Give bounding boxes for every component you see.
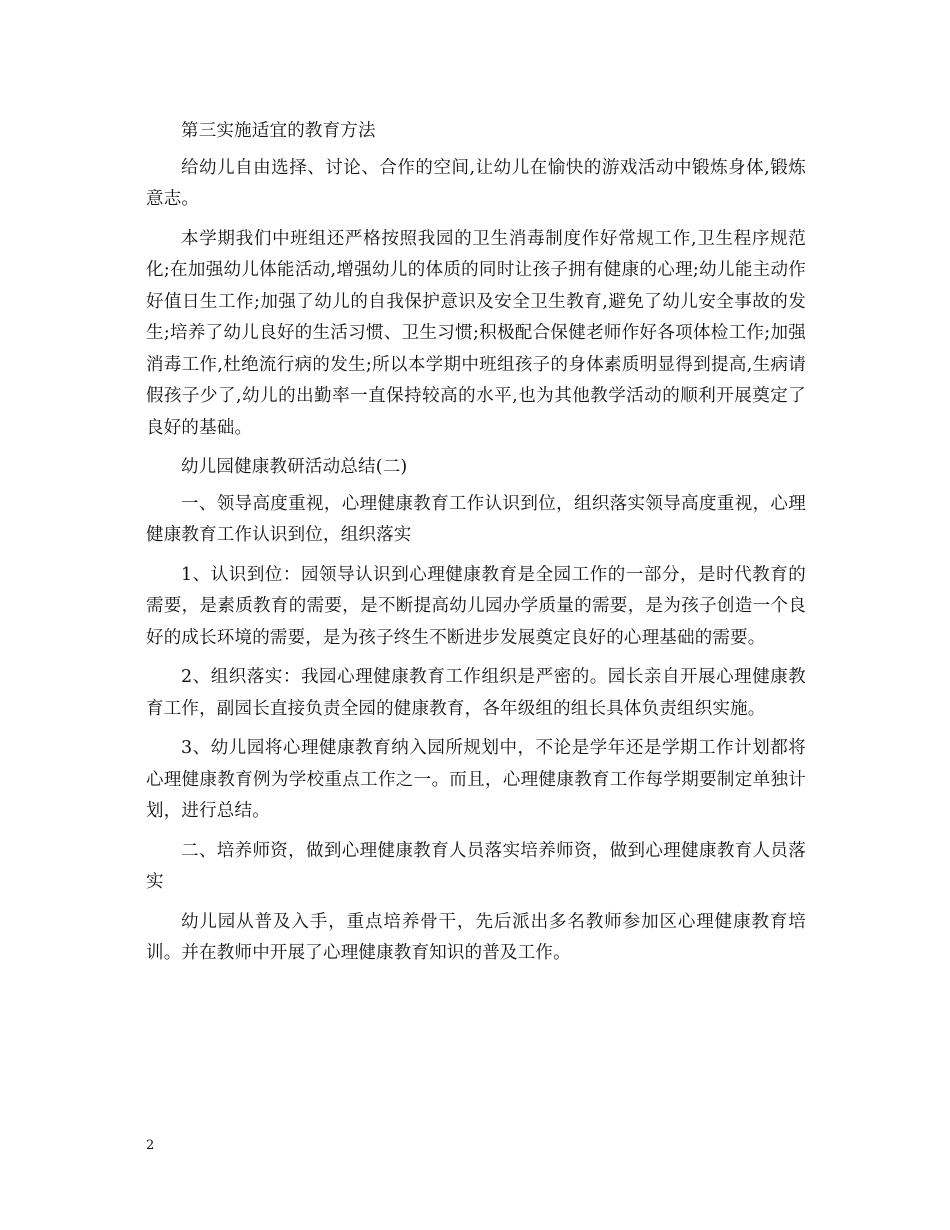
paragraph-teacher-training: 幼儿园从普及入手，重点培养骨干，先后派出多名教师参加区心理健康教育培训。并在教师中开展了心理健康教育知识的普及工作。: [146, 911, 806, 963]
paragraph-awareness: 1、认识到位：园领导认识到心理健康教育是全园工作的一部分，是时代教育的需要，是素质教育的需要，是不断提高幼儿园办学质量的需要，是为孩子创造一个良好的成长环境的需要，是为孩子终生不断进步发展奠定良好的心理基础的需要。: [146, 564, 806, 648]
paragraph-teacher-training-heading: 二、培养师资，做到心理健康教育人员落实培养师资，做到心理健康教育人员落实: [146, 840, 806, 892]
paragraph-free-choice: 给幼儿自由选择、讨论、合作的空间,让幼儿在愉快的游戏活动中锻炼身体,锻炼意志。: [146, 157, 806, 209]
section-title-summary-two: 幼儿园健康教研活动总结(二): [181, 457, 408, 477]
paragraph-organization: 2、组织落实：我园心理健康教育工作组织是严密的。园长亲自开展心理健康教育工作，副园长直接负责全园的健康教育，各年级组的组长具体负责组织实施。: [146, 667, 806, 719]
paragraph-leadership: 一、领导高度重视，心理健康教育工作认识到位，组织落实领导高度重视，心理健康教育工作认识到位，组织落实: [146, 493, 806, 545]
page-number: 2: [146, 1138, 155, 1153]
paragraph-hygiene-work: 本学期我们中班组还严格按照我园的卫生消毒制度作好常规工作,卫生程序规范化;在加强幼儿体能活动,增强幼儿的体质的同时让孩子拥有健康的心理;幼儿能主动作好值日生工作;加强了幼儿的自我保护意识及安全卫生教育,避免了幼儿安全事故的发生;培养了幼儿良好的生活习惯、卫生习惯;积极配合保健老师作好各项体检工作;加强消毒工作,杜绝流行病的发生;所以本学期中班组孩子的身体素质明显得到提高,生病请假孩子少了,幼儿的出勤率一直保持较高的水平,也为其他教学活动的顺利开展奠定了良好的基础。: [146, 228, 806, 438]
document-body: [146, 116, 806, 978]
paragraph-planning: 3、幼儿园将心理健康教育纳入园所规划中，不论是学年还是学期工作计划都将心理健康教育例为学校重点工作之一。而且，心理健康教育工作每学期要制定单独计划，进行总结。: [146, 738, 806, 821]
section-heading-teaching-methods: 第三实施适宜的教育方法: [181, 121, 376, 141]
